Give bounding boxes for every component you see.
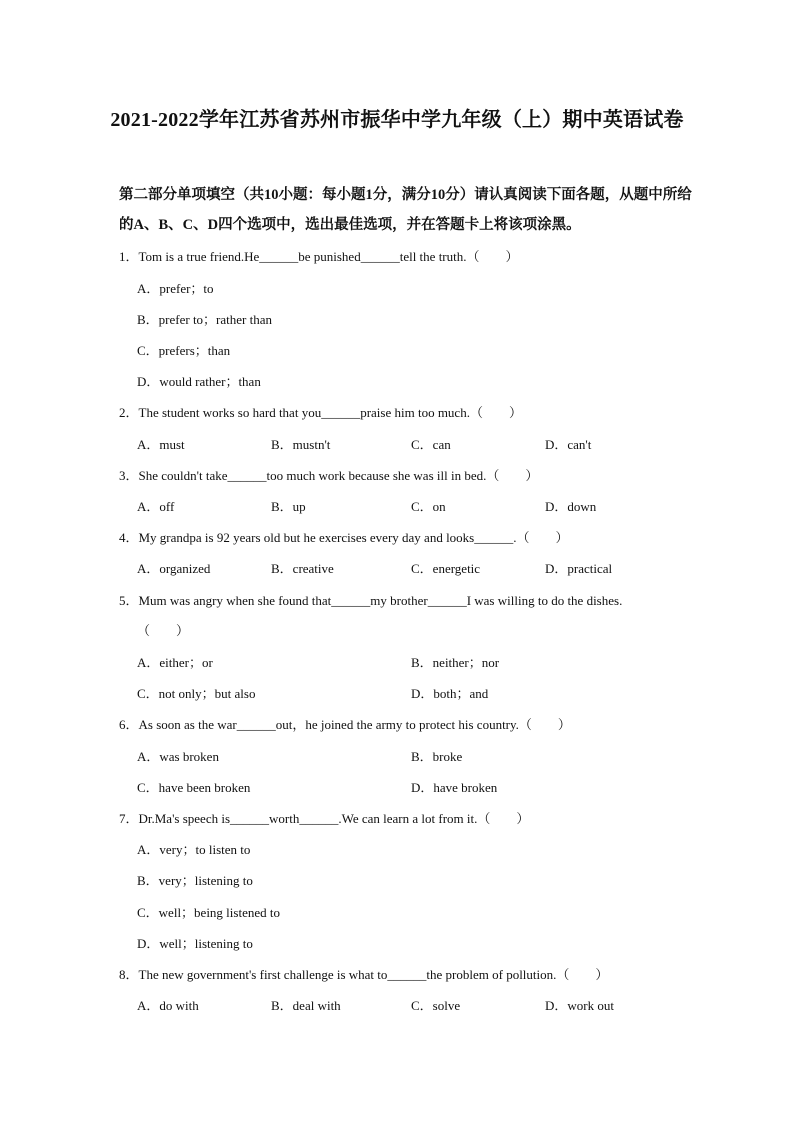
q6-option-b: B．broke [411, 749, 463, 764]
q1-option-c: C．prefers；than [137, 343, 231, 358]
q4-option-b: B．creative [271, 561, 334, 576]
question-2-stem: 2．The student works so hard that you______praise him too much.（ ） [119, 405, 522, 420]
q4-option-a: A．organized [137, 561, 211, 576]
question-8-stem: 8．The new government's first challenge is what to______the problem of pollution.（ ） [119, 967, 609, 982]
question-7-stem: 7．Dr.Ma's speech is______worth______.We can learn a lot from it.（ ） [119, 811, 530, 826]
q7-option-b: B．very；listening to [137, 873, 253, 888]
q3-option-b: B．up [271, 499, 306, 514]
q5-option-d: D．both；and [411, 686, 489, 701]
q2-option-d: D．can't [545, 437, 592, 452]
q6-option-a: A．was broken [137, 749, 219, 764]
q2-option-a: A．must [137, 437, 185, 452]
q1-option-a: A．prefer；to [137, 281, 214, 296]
q7-option-d: D．well；listening to [137, 936, 253, 951]
question-5-stem-continued: （ ） [137, 623, 190, 638]
q3-option-c: C．on [411, 499, 446, 514]
q2-option-b: B．mustn't [271, 437, 331, 452]
q4-option-c: C．energetic [411, 561, 481, 576]
q8-option-d: D．work out [545, 998, 614, 1013]
question-3-stem: 3．She couldn't take______too much work because she was ill in bed.（ ） [119, 468, 539, 483]
page-title: 2021-2022学年江苏省苏州市振华中学九年级（上）期中英语试卷 [110, 109, 684, 131]
q1-option-d: D．would rather；than [137, 374, 261, 389]
q3-option-d: D．down [545, 499, 597, 514]
q1-option-b: B．prefer to；rather than [137, 312, 273, 327]
q6-option-c: C．have been broken [137, 780, 251, 795]
q7-option-a: A．very；to listen to [137, 842, 251, 857]
section-instruction: 第二部分单项填空（共10小题：每小题1分，满分10分）请认真阅读下面各题，从题中所给的A、B、C、D四个选项中，选出最佳选项，并在答题卡上将该项涂黑。 [119, 187, 692, 233]
q4-option-d: D．practical [545, 561, 613, 576]
q2-option-c: C．can [411, 437, 451, 452]
q5-option-c: C．not only；but also [137, 686, 256, 701]
q7-option-c: C．well；being listened to [137, 905, 280, 920]
q5-option-b: B．neither；nor [411, 655, 500, 670]
q5-option-a: A．either；or [137, 655, 213, 670]
question-6-stem: 6．As soon as the war______out，he joined the army to protect his country.（ ） [119, 717, 571, 732]
q8-option-c: C．solve [411, 998, 461, 1013]
q6-option-d: D．have broken [411, 780, 498, 795]
question-1-stem: 1．Tom is a true friend.He______be punished______tell the truth.（ ） [119, 249, 519, 264]
q8-option-a: A．do with [137, 998, 199, 1013]
q3-option-a: A．off [137, 499, 175, 514]
question-4-stem: 4．My grandpa is 92 years old but he exercises every day and looks______.（ ） [119, 530, 569, 545]
question-5-stem: 5．Mum was angry when she found that______my brother______I was willing to do the dishes. [119, 593, 623, 608]
q8-option-b: B．deal with [271, 998, 341, 1013]
